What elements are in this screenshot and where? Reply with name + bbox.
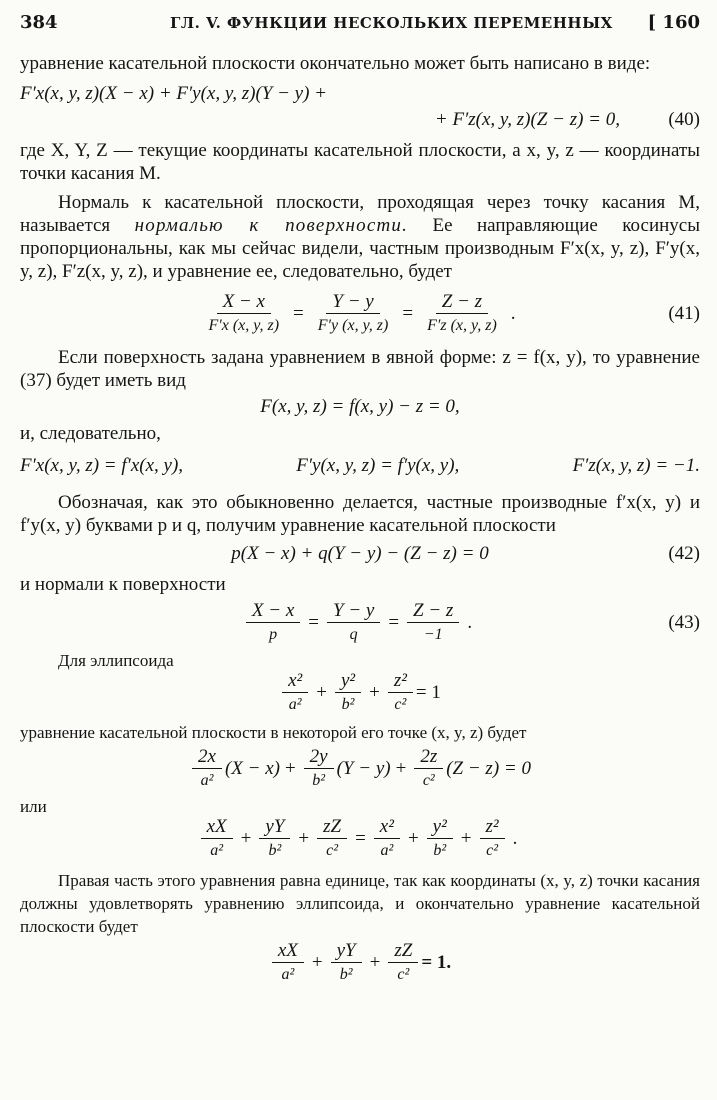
equation-explicit-form: F(x, y, z) = f(x, y) − z = 0, (260, 396, 460, 417)
paragraph-8: Для эллипсоида (58, 651, 174, 670)
equation-number-42: (42) (668, 543, 700, 564)
running-header (20, 10, 700, 40)
equation-number-40: (40) (668, 109, 700, 130)
paragraph-10: или (20, 797, 47, 816)
paragraph-2: где X, Y, Z — текущие координаты касательной плоскости, а x, y, z — координаты точки касания M. (20, 140, 700, 184)
section-number: [ 160 (647, 12, 700, 33)
book-page (20, 10, 700, 989)
equation-number-41: (41) (668, 302, 700, 324)
equation-tangent-plane-1: $\frac{2x}{\text{a²}}$ (X − x) + $\frac{2y}{\text{b²}}$ (Y − y) + $\frac{2z}{\text{c²}}$ (Z − z) = 0 (20, 746, 700, 791)
page-number: 384 (20, 12, 58, 33)
paragraph-6: Обозначая, как это обыкновенно делается, частные производные f′x(x, y) и f′y(x, y) буквами p и q, получим уравнение касательной плоскости (20, 492, 700, 536)
equation-ellipsoid: $\frac{\text{x²}}{\text{a²}}$ + $\frac{\text{y²}}{\text{b²}}$ + $\frac{\text{z²}}{\text{c²}}$ = 1 (20, 670, 700, 715)
paragraph-4: Если поверхность задана уравнением в явной форме: z = f(x, y), то уравнение (37) будет иметь вид (20, 347, 700, 391)
equation-tangent-plane-2: $\frac{xX}{\text{a²}}$ + $\frac{yY}{\text{b²}}$ + $\frac{zZ}{\text{c²}}$ = $\frac{\text{x²}}{\text{a²}}$ + $\frac{\text{y²}}{\text{b²}}$ + $\frac{\text{z²}}{\text{c²}}$ . (20, 816, 700, 861)
emphasis-normal: нормалью к поверхности. (134, 215, 409, 236)
paragraph-1: уравнение касательной плоскости окончательно может быть написано в виде: (20, 53, 651, 74)
equation-number-43: (43) (668, 611, 700, 633)
equation-tangent-plane-final: $\frac{xX}{\text{a²}}$ + $\frac{yY}{\text{b²}}$ + $\frac{zZ}{\text{c²}}$ = 1. (20, 940, 700, 985)
chapter-title: ГЛ. V. ФУНКЦИИ НЕСКОЛЬКИХ ПЕРЕМЕННЫХ (170, 14, 613, 32)
equation-40-line-2: + F′z(x, y, z)(Z − z) = 0, (40) (434, 109, 700, 130)
equation-41: $\frac{X - x}{F'x (x, y, z)}$ = $\frac{Y - y}{F'y (x, y, z)}$ = $\frac{Z - z}{F'z (x, y, z)}$ . (41) (208, 291, 700, 334)
equation-42: p(X − x) + q(Y − y) − (Z − z) = 0 (42) (231, 543, 700, 564)
equation-partials: F′x(x, y, z) = f′x(x, y), F′y(x, y, z) = f′y(x, y), F′z(x, y, z) = −1. (20, 455, 700, 476)
paragraph-5: и, следовательно, (20, 423, 161, 444)
paragraph-11: Правая часть этого уравнения равна единице, так как координаты (x, y, z) точки касания должны удовлетворять уравнению эллипсоида, и окончательно уравнение касательной плоскости будет (20, 871, 700, 936)
equation-40-line-1: F′x(x, y, z)(X − x) + F′y(x, y, z)(Y − y) + (20, 83, 328, 104)
paragraph-7: и нормали к поверхности (20, 574, 226, 595)
paragraph-9: уравнение касательной плоскости в некоторой его точке (x, y, z) будет (20, 723, 527, 742)
equation-43: $\frac{X - x}{p}$ = $\frac{Y - y}{q}$ = $\frac{Z - z}{-1}$ . (43) (20, 600, 700, 645)
paragraph-3: Нормаль к касательной плоскости, проходящая через точку касания M, называется нормалью к поверхности. Ее направляющие косинусы пропорциональны, как мы сейчас видели, частным производным F′x(x, y, z), F′y(x, y, z), F′z(x, y, z), и уравнение ее, следовательно, будет (20, 192, 700, 282)
